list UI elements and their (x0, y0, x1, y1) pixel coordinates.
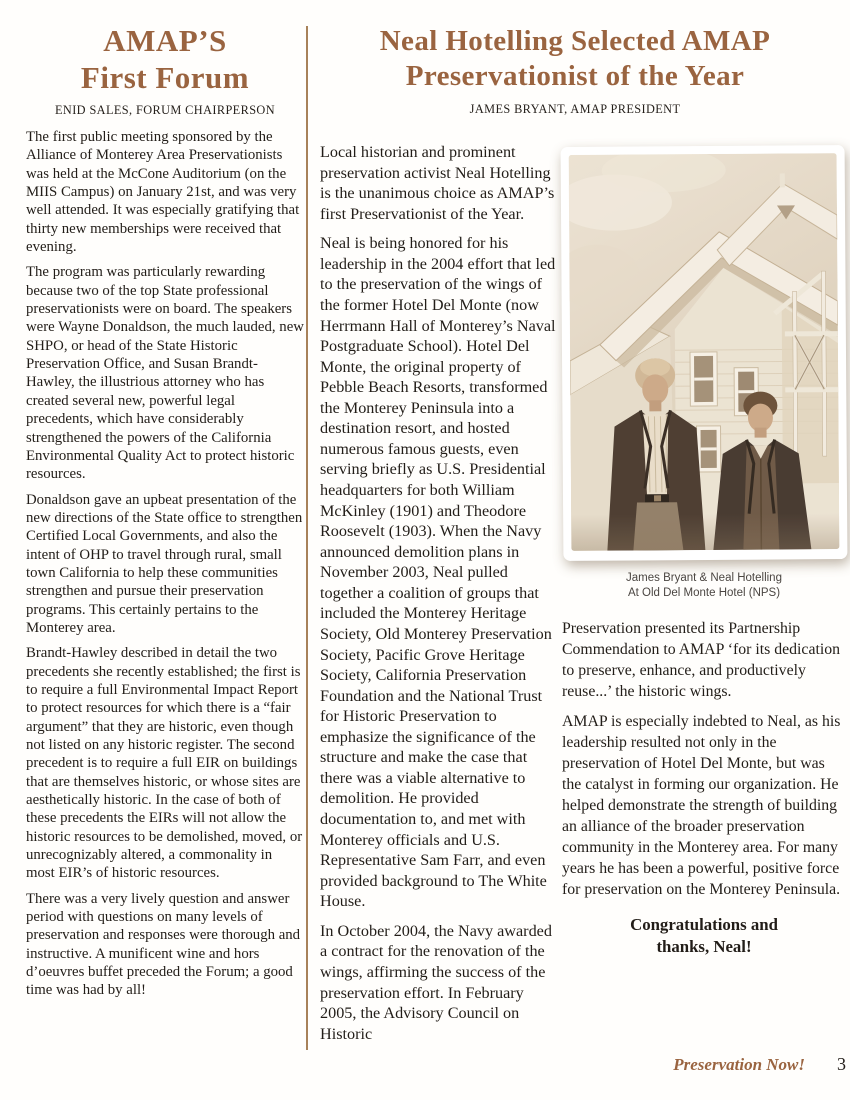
right-article-title-line2: Preservationist of the Year (405, 60, 745, 92)
page-number: 3 (837, 1054, 846, 1074)
article-paragraph: AMAP is especially indebted to Neal, as his leadership resulted not only in the preservation of Hotel Del Monte, but was the catalyst in forming our organization. He helped demonstrate the strength of building an alliance of the broader preservation community in the Monterey area. For many years he has been a powerful, positive force for preservation on the Monterey Peninsula. (562, 713, 841, 898)
article-paragraph: The first public meeting sponsored by the Alliance of Monterey Area Preservationists was held at the McCone Auditorium (on the MIIS Campus) on January 21st, and was very well attended. It was especially gratifying that thirty new memberships were received that evening. (26, 129, 300, 256)
photo-figure (561, 145, 848, 561)
article-paragraph: Donaldson gave an upbeat presentation of the new directions of the State office to strengthen Certified Local Governments, and also the intent of OHP to travel through rural, small town California to help these communities strengthen and pursue their preservation programs. This certainly pertains to the Monterey area. (26, 491, 303, 636)
left-article (26, 22, 304, 1007)
photo-caption (562, 571, 846, 601)
right-article-column-2 (562, 618, 846, 958)
right-article-column-2-stack (562, 146, 846, 958)
article-paragraph: Brandt-Hawley described in detail the two precedents she recently established; the first is to require a full Environmental Impact Report to protect resources for which there is a “fair argument” that they are historic, even though not listed on any historic register. The second precedent is to require a full EIR on buildings that are themselves historic, or whose sites are aesthetically historic. In the case of both of these precedents the EIRs will not allow the historic resources to be demolished, moved, or unrecognizably altered, a commonality in most EIR’s of historic resources. (26, 645, 303, 882)
closing-line2: thanks, Neal! (656, 936, 752, 956)
right-article-header (318, 24, 832, 117)
photo-caption-line2: At Old Del Monte Hotel (NPS) (627, 587, 781, 599)
article-paragraph: There was a very lively question and answer period with questions on many levels of preservation and responses were thorough and instructive. A munificent wine and hors d’oeuvres buffet preceded the Forum; a good time was had by all! (26, 890, 301, 999)
magazine-title: Preservation Now! (673, 1055, 805, 1074)
article-paragraph: Neal is being honored for his leadership in the 2004 effort that led to the preservation of the wings of the former Hotel Del Monte (now Herrmann Hall of Monterey’s Naval Postgraduate School). Hotel Del Monte, the original property of Pebble Beach Resorts, transformed the Monterey Peninsula into a destination resort, and hosted numerous famous guests, even serving briefly as U.S. Presidential headquarters for both William McKinley (1901) and Theodore Roosevelt (1903). When the Navy announced demolition plans in November 2003, Neal pulled together a coalition of groups that included the Monterey Heritage Society, Old Monterey Preservation Society, Pacific Grove Heritage Society, California Preservation Foundation and the National Trust for Historic Preservation to emphasize the significance of the structure and make the case that there was a viable alternative to demolition. He provided documentation to, and met with Monterey officials and U.S. Representative Sam Farr, and even provided background to The White House. (320, 234, 556, 911)
left-article-title-line2: First Forum (80, 60, 250, 95)
photo-caption-line1: James Bryant & Neal Hotelling (626, 572, 782, 584)
right-article-byline: JAMES BRYANT, AMAP PRESIDENT (469, 102, 681, 116)
article-paragraph: Preservation presented its Partnership Commendation to AMAP ‘for its dedication to preserve, enhance, and productively reuse...’ the historic wings. (562, 620, 841, 700)
right-article-title-line1: Neal Hotelling Selected AMAP (379, 25, 771, 57)
left-article-byline: ENID SALES, FORUM CHAIRPERSON (55, 103, 275, 117)
page-footer (562, 1054, 846, 1075)
closing-line1: Congratulations and (630, 915, 778, 934)
right-article-title (318, 24, 832, 94)
column-divider (306, 26, 308, 1050)
closing-message (562, 914, 846, 958)
article-paragraph: Local historian and prominent preservation activist Neal Hotelling is the unanimous choice as AMAP’s first Preservationist of the Year. (320, 143, 555, 223)
left-article-title (26, 22, 304, 96)
article-paragraph: The program was particularly rewarding because two of the top State professional preservationists were on board. The speakers were Wayne Donaldson, the much lauded, new SHPO, or head of the State Historic Preservation Office, and Susan Brandt-Hawley, the illustrious attorney who has created several new, powerful legal precedents, which have considerably strengthened the powers of the California Environmental Quality Act to protect historic resources. (26, 264, 304, 483)
left-article-title-line1: AMAP’S (103, 23, 227, 58)
right-article-column-1 (320, 142, 558, 1053)
photo-james-bryant-neal-hotelling (569, 153, 840, 551)
article-paragraph: In October 2004, the Navy awarded a contract for the renovation of the wings, affirming the success of the preservation effort. In February 2005, the Advisory Council on Historic (320, 921, 552, 1043)
